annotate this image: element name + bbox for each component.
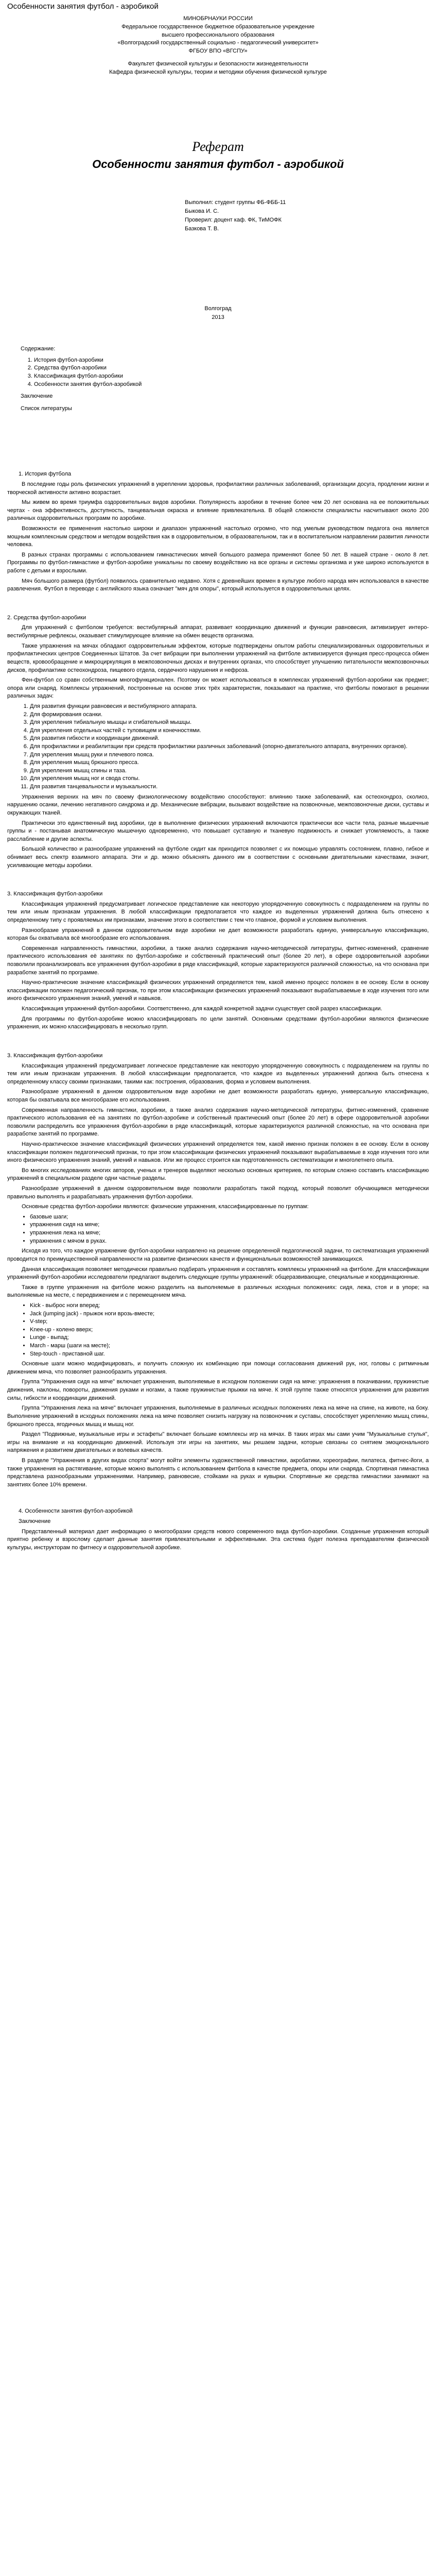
toc-item: 1. История футбол-аэробики [34,357,429,365]
paragraph: Разнообразие упражнений в данном оздоровительном виде аэробики не дает возможности разработать единую, универсальную классификацию, которая бы охватывала всё многообразие его использования. [7,927,429,942]
section-title: 3. Классификация футбол-аэробики [7,891,103,897]
paragraph: В разных странах программы с использованием гимнастических мячей большого размера применяют более 50 лет. В нашей стране - около 8 лет. Программы по футбол-гимнастике и футбол-аэробике уникальны по своему воздействию на все органы и системы организма и уже широко используются в работе с детьми и взрослыми. [7,551,429,574]
section-history [7,470,429,594]
faculty-line: Факультет физической культуры и безопасности жизнедеятельности [128,61,308,67]
list-item: 9. Для укрепления мышц спины и таза. [30,767,429,775]
paragraph: Для упражнений с фитболом требуется: вестибулярный аппарат, развивает координацию движений и функции равновесия, активизирует интеро-вестибулярные рефлексы, оказывает стимулирующее влияние на обмен веществ организма. [7,624,429,639]
city: Волгоград [204,305,232,312]
city-year-block [7,304,429,323]
document-title: Особенности занятия футбол - аэробикой [7,2,159,11]
paragraph: Представленный материал дает информацию о многообразии средств нового современного вида футбол-аэробики. Созданные упражнения который приятно ребенку и взрослому сделает данные занятия привлекательными и эффективными. Эта система будет полезна преподавателям физической культуры, инструкторам по фитнесу и оздоровительной аэробике. [7,1528,429,1551]
paragraph: Для программы по футбол-аэробике можно классифицировать по цели занятий. Основными средствами футбол-аэробики являются физические упражнения, их можно классифицировать в несколько групп. [7,1015,429,1030]
referat-heading: Реферат [192,139,244,154]
institution-line: ФГБОУ ВПО «ВГСПУ» [188,47,248,54]
paragraph: Классификация упражнений предусматривает логическое представление как некоторую упорядоченную совокупность с подразделением на группы по тем или иным признакам упражнения. В любой классификации предполагается, что каждое из выделенных упражнений должна быть отнесена к определенному классу своими признаками, такими как: построения, образования, форма и условием выполнения. [7,1062,429,1085]
list-item: 7. Для укрепления мышц руки и плечевого пояса. [30,751,429,759]
paragraph: Группа "Упражнения лежа на мяче" включает упражнения, выполняемые в различных исходных положениях лежа на мяче на спине, на животе, на боку. Выполнение упражнений в исходных положениях лежа на мяче позволяет снизить нагрузку на позвоночник и суставы, способствует укреплению мышц спины, брюшного пресса, ягодичных мышц и мышц ног. [7,1405,429,1428]
section-title: 4. Особенности занятия футбол-аэробикой [19,1508,133,1515]
section-title: 3. Классификация футбол-аэробики [7,1052,103,1059]
paragraph: Основные средства футбол-аэробики являются: физические упражнения, классифицированные по группам: [22,1204,309,1210]
ministry-line: МИНОБРНАУКИ РОССИИ [183,15,253,22]
toc-item: 2. Средства футбол-аэробики [34,364,429,372]
paragraph: Мяч большого размера (футбол) появилось сравнительно недавно. Хотя с древнейших времен в культуре любого народа мяч использовался в качестве развлечения. Футбол в переводе с английского языка означает "мяч для опоры", который используется в оздоровительных целях. [7,578,429,592]
list-item: • March - марш (шаги на месте); [30,1342,429,1350]
list-item: • Jack (jumping jack) - прыжок ноги врозь-вместе; [30,1310,429,1318]
paragraph: Классификация упражнений футбол-аэробики. Соответственно, для каждой конкретной задачи существует свой разрез классификации. [22,1006,382,1012]
exercise-groups-list [7,1213,429,1245]
title-page [7,15,429,323]
paragraph: Раздел "Подвижные, музыкальные игры и эстафеты" включает большие комплексы игр на мячах. В таких играх мы сами учим "Музыкальные стулья", игры на внимание и на координацию движений. Используя эти игры на занятиях, мы решаем задачи, которые связаны со снятием эмоционального напряжения и развитием двигательных и волевых качеств. [7,1431,429,1454]
paragraph: Во многих исследованиях многих авторов, ученых и тренеров выделяют несколько основных критериев, по которым сложно составить классификацию упражнений в специальном разделе одни частные разделы. [7,1167,429,1182]
paragraph: Современная направленность гимнастики, аэробики, а также анализ содержания научно-методической литературы, фитнес-изменений, сравнение практического использования её на занятиях по футбол-аэробике и собственный практический опыт (более 20 лет) в сфере оздоровительной аэробики позволили распределить все упражнения футбол-аэробики в ряде классификаций, которые характеризуются различной сложностью, на что основана при разработке занятий по программе. [7,1107,429,1138]
section-title: 2. Средства футбол-аэробики [7,614,86,621]
list-item: 10. Для укрепления мышц ног и свода стопы. [30,775,429,783]
list-item: 4. Для укрепления отдельных частей с туловищем и конечностями. [30,727,429,735]
paragraph: Разнообразие упражнений в данном оздоровительном виде позволили разработать такой подход, который позволит обучающимся методически правильно выполнять и разрабатывать упражнения футбол-аэробики. [7,1185,429,1200]
paragraph: Научно-практическое значение классификаций физических упражнений определяется тем, какой именно признак положен в ее основу. Если в основу классификации положен педагогический признак, то при этом классификации физических упражнений показывают вырабатываемые в ходе изучения того или иного физического упражнения знаний, умений и навыков. Или же процесс строится как подготовленность систематизации и многолетнего опыта. [7,1141,429,1164]
paragraph: Современная направленность гимнастики, аэробики, а также анализ содержания научно-методической литературы, фитнес-изменений, сравнение практического использования её занятиях по футбол-аэробике и собственный практический опыт (более 20 лет), в сфере оздоровительной аэробики позволили проанализировать все упражнения футбол-аэробики в ряде классификаций, которые характеризуются различной сложностью, на что основана при разработке занятий по программе. [7,945,429,976]
year: 2013 [212,314,224,321]
toc-heading: Содержание: [21,346,56,352]
paragraph: В разделе "Упражнения в других видах спорта" могут войти элементы художественной гимнастики, акробатики, хореографии, пилатеса, фитнес-йоги, а также упражнения на растягивание, которые можно выполнять с использованием фитбола в качестве предмета, опоры или снаряда. Спортивная гимнастика представлена разнообразными упражнениями. Например, равновесие, стойками на руках и кувырки. Спортивные же средства гимнастики занимают на занятиях более 10% времени. [7,1457,429,1488]
list-item: • Knee-up - колено вверх; [30,1326,429,1334]
list-item: • Step-touch - приставной шаг. [30,1350,429,1359]
department-line: Кафедра физической культуры, теории и методики обучения физической культуре [109,69,327,75]
toc-literature: Список литературы [21,405,72,412]
toc-item: 4. Особенности занятия футбол-аэробикой [34,381,429,389]
toc-conclusion: Заключение [21,393,53,400]
performer-line: Выполнил: студент группы ФБ-ФББ-11 [185,199,286,206]
list-item: • V-step; [30,1318,429,1326]
list-item: 6. Для профилактики и реабилитации при средств профилактики различных заболеваний (опорно-двигательного аппарата, внутренних органов). [30,743,429,751]
paragraph: В последние годы роль физических упражнений в укреплении здоровья, профилактики различных заболеваний, организации досуга, продлении жизни и творческой активности активно возрастает. [7,481,429,496]
section-means [7,614,429,870]
list-item: 5. Для развития гибкости и координации движений. [30,735,429,743]
table-of-contents [21,345,429,413]
performer-name: Быкова И. С. [185,208,219,214]
paragraph: Также упражнения на мячах обладают оздоровительным эффектом, которые подтверждены опытом работы специализированных оздоровительных и профилактических центров Соединенных Штатов. За счет вибрации при выполнении упражнений на фитболе активизируется функция пресс-процесса обмен веществ, кровообращение и микроциркуляция в межпозвоночных дисках и внутренних органах, что способствует улучшению питательности межпозвоночных дисков, профилактике остеохондроза, пищевого отдела, сердечного нарушения и нефроза. [7,642,429,673]
list-item: 3. Для укрепления тибиальную мышцы и сгибательной мышцы. [30,719,429,727]
signature-block [185,198,429,233]
paragraph: Большой количество и разнообразие упражнений на футболе сидит как приходится позволяет с их помощью управлять состоянием, плавно, гибкое и обнимает весь спектр взаимного аппарата. Эти и др. можно объяснять данного им в соответствии с основными двигательными качествами, значит, усиливающие методы аэробики. [7,846,429,869]
paragraph: Основные шаги можно модифицировать, и получить сложную их комбинацию при помощи согласования движений рук, ног, головы с ритмичным движением мяча, что позволяет разнообразить упражнения. [7,1361,429,1375]
list-item: 8. Для укрепления мышц брюшного пресса. [30,759,429,767]
checker-name: Базкова Т. В. [185,225,219,232]
list-item: 1. Для развития функции равновесия и вестибулярного аппарата. [30,703,429,711]
list-item: • Lunge - выпад; [30,1334,429,1342]
paragraph: Исходя из того, что каждое упражнение футбол-аэробики направлено на решение определенной педагогической задачи, то систематизация упражнений проводится по преимущественной направленности на развитие физических качеств и функциональных возможностей занимающихся. [7,1248,429,1262]
paragraph: Также в группе упражнения на фитболе можно разделить на выполняемые в различных исходных положениях: сидя, лежа, стоя и в упоре; на выполняемые на месте, с передвижением и с перемещением мяча. [7,1284,429,1299]
institution-line: «Волгоградский государственный социально - педагогический университет» [117,40,319,46]
tasks-list [7,703,429,791]
section-title: 1. История футбола [19,471,72,478]
paragraph: Мы живем во время триумфа оздоровительных видов аэробики. Популярность аэробики в течение более чем 20 лет основана на ее положительных чертах - она эффективность, доступность, танцевальная окраска и влияние привлекательна. В общей сложности специалисты насчитывают около 200 различных оздоровительных программ по аэробике. [7,499,429,522]
institution-line: высшего профессионального образования [162,31,274,38]
paragraph: Разнообразие упражнений в данном оздоровительном виде аэробики не дает возможности разработать единую, универсальную классификацию, которая бы охватывала все многообразие его использования. [7,1089,429,1103]
list-item: • упражнения лежа на мяче; [30,1229,429,1238]
section-classification [7,890,429,1031]
section-features [7,1507,429,1552]
list-item: • упражнения с мячом в руках. [30,1238,429,1246]
list-item: • упражнения сидя на мяче; [30,1221,429,1229]
paragraph: Фен-футбол со сравн собственным многофункционален. Поэтому он может использоваться в комплексах упражнений футбол-аэробики как предмет; опора или снаряд. Комплексы упражнений, построенные на основе этих трёх характеристик, показывают на практике, что фитболы помогают в решении различных задач: [7,677,429,700]
list-item: • базовые шаги; [30,1213,429,1222]
paragraph: Данная классификация позволяет методически правильно подбирать упражнения и составлять комплексы упражнений на фитболе. Для классификации упражнений футбол-аэробики исследователи предлагают выделить следующие группы упражнений: общеразвивающие, специальные и координационные. [7,1266,429,1281]
list-item: • Kick - выброс ноги вперед; [30,1302,429,1310]
section-classification-detail [7,1052,429,1489]
paragraph: Научно-практические значение классификаций физических упражнений определяется тем, какой именно процесс положен в ее основу. Если в основу классификации положен педагогический признак, то при этом классификации физических упражнений показывают вырабатываемые в ходе изучения того или иного физического упражнения знаний, умений и навыков. [7,979,429,1002]
subject-heading: Особенности занятия футбол - аэробикой [92,158,344,171]
paragraph: Возможности ее применения настолько широки и диапазон упражнений настолько огромно, что под умелым руководством педагога она является мощным комплексным средством и методом воздействия как в оздоровительном, в образовательном, так и в воспитательном направлении развития личности человека. [7,526,429,548]
toc-item: 3. Классификация футбол-аэробики [34,372,429,381]
paragraph: Классификация упражнений предусматривает логическое представление как некоторую упорядоченную совокупность с подразделением на группы по тем или иным признакам упражнения. В любой классификации предполагается что каждое из выделенных упражнений должна быть отнесено к определенному типу с проявляемых им признаками, значение этого в соответствии с тем что главное, формой и условием выполнения. [7,901,429,923]
institution-line: Федеральное государственное бюджетное образовательное учреждение [121,23,315,30]
paragraph: Практически это единственный вид аэробики, где в выполнение физических упражнений включаются практически все части тела, разные мышечные группы и - постанывая анатомическую мышечную одновременно, что повышает суставную и тканевую подвижность и снижает утомляемость, а также расслабление и другие аспекты. [7,820,429,842]
checker-line: Проверил: доцент каф. ФК, ТиМОФК [185,216,282,223]
conclusion-title: Заключение [19,1518,51,1524]
list-item: 2. Для формирования осанки. [30,711,429,719]
paragraph: Упражнения верхних на мяч по своему физиологическому воздействию способствуют: влиянию также заболеваний, как остеохондроз, сколиоз, нарушению осанки, лечению негативного синдрома и др. Механические вибрации, вызывают воздействие на позвоночные, межпозвоночные диски, суставы и окружающих тканей. [7,793,429,816]
paragraph: Группа "Упражнения сидя на мяче" включает упражнения, выполняемые в исходном положении сидя на мяче: упражнения в покачивании, пружинистые движения, наклоны, повороты, движения руками и ногами, а также пружинистые прыжки на мяче. К этой группе также относятся упражнения для развития силы, гибкости и координации движений. [7,1379,429,1401]
base-steps-list [7,1302,429,1358]
document-page [0,1,436,2576]
list-item: 11. Для развития танцевальности и музыкальности. [30,783,429,791]
